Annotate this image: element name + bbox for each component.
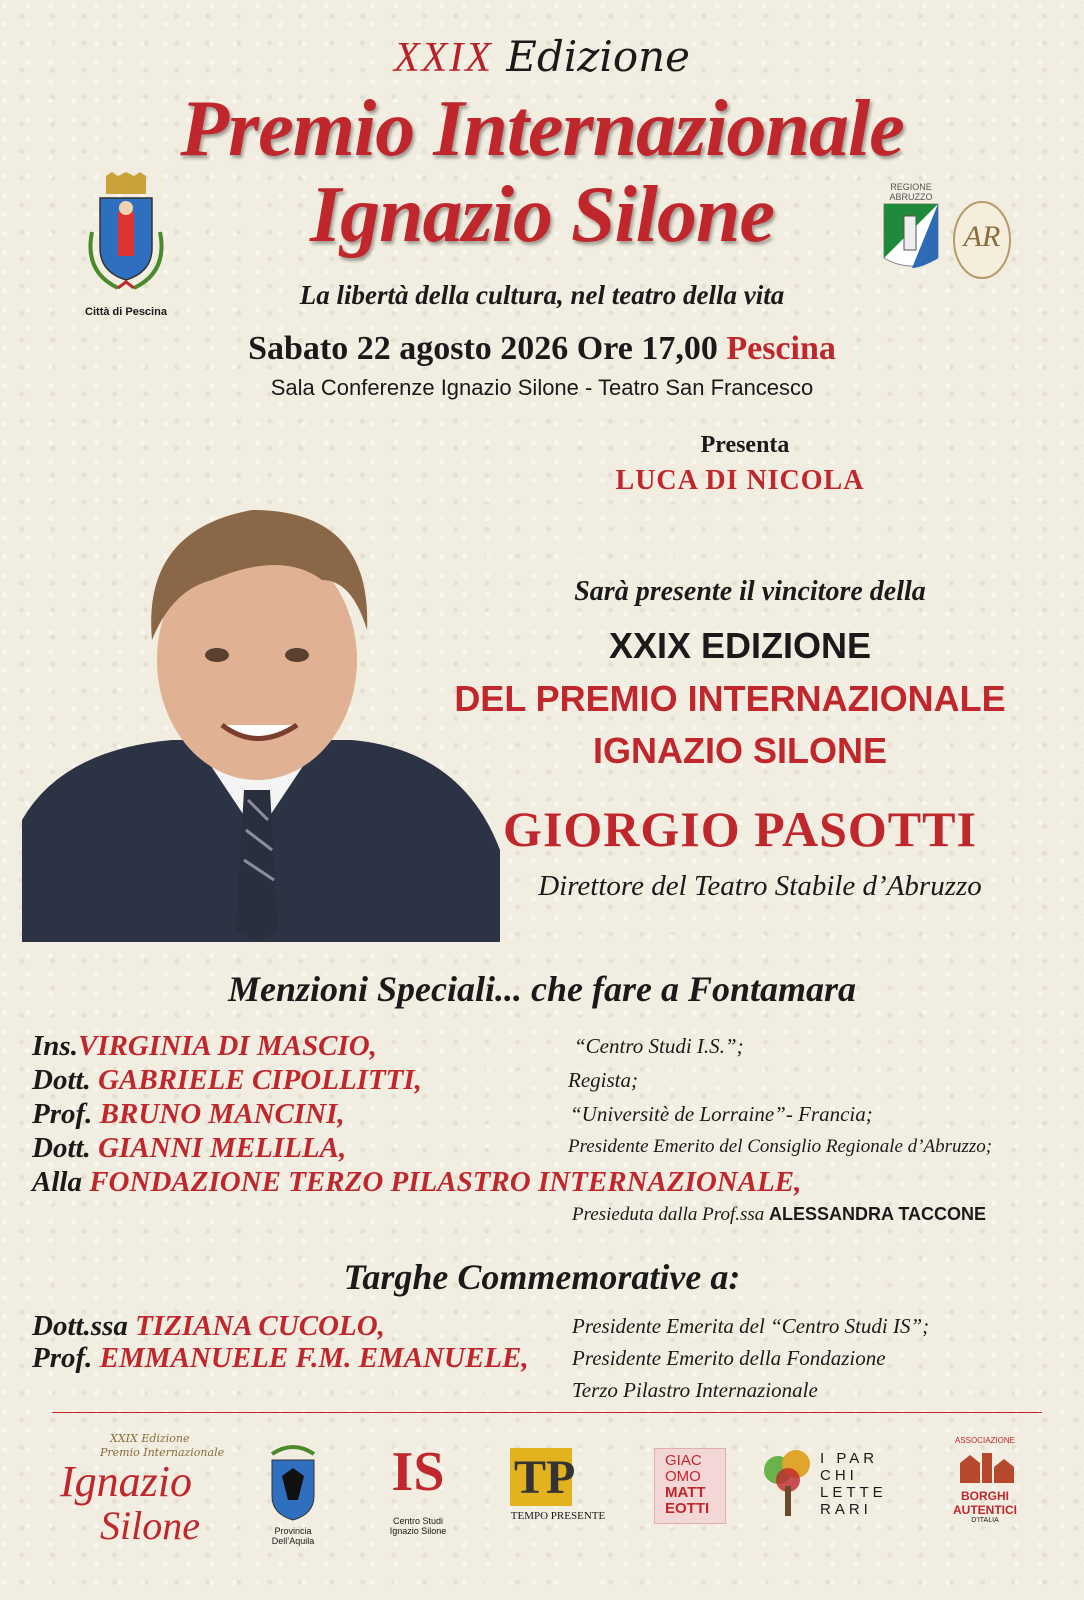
tagline: La libertà della cultura, nel teatro della vita xyxy=(299,280,785,310)
region-shield-icon xyxy=(882,202,940,274)
plaque-desc: Presidente Emerita del “Centro Studi IS”; xyxy=(572,1314,930,1338)
parchi-line4: RARI xyxy=(820,1501,872,1518)
mention-title: Dott. xyxy=(32,1064,99,1096)
winner-photo xyxy=(22,490,500,942)
matteotti-line3: MATT xyxy=(665,1484,706,1501)
event-date xyxy=(0,330,1084,368)
provincia-crest-icon xyxy=(258,1440,328,1522)
parchi-line2: CHI xyxy=(820,1467,858,1484)
foundation-desc xyxy=(572,1204,986,1226)
venue: Sala Conferenze Ignazio Silone - Teatro San Francesco xyxy=(270,375,814,400)
portrait-image xyxy=(22,490,500,942)
date-text: Sabato 22 agosto 2026 Ore 17,00 xyxy=(248,330,718,367)
tempo-presente-letters: TP xyxy=(514,1451,576,1504)
winner-prize-line: DEL PREMIO INTERNAZIONALE xyxy=(454,678,1006,719)
plaque-desc: Presidente Emerito della Fondazione xyxy=(572,1346,886,1370)
centro-studi-logo xyxy=(378,1440,458,1550)
plaque-extra-desc: Terzo Pilastro Internazionale xyxy=(572,1378,818,1402)
tempo-presente-caption: TEMPO PRESENTE xyxy=(510,1510,606,1522)
date-city: Pescina xyxy=(726,330,836,367)
mention-person xyxy=(32,1132,346,1165)
mention-title: Prof. xyxy=(32,1098,100,1130)
edition-heading xyxy=(0,32,1084,82)
plaque-person xyxy=(32,1310,385,1343)
provincia-caption: Provincia Dell’Aquila xyxy=(271,1526,315,1546)
mention-row xyxy=(32,1064,1062,1096)
provincia-logo xyxy=(258,1440,328,1550)
monogram-logo xyxy=(952,198,1012,282)
tree-icon xyxy=(758,1446,818,1518)
plaque-person xyxy=(32,1342,529,1375)
edition-word: Edizione xyxy=(506,32,691,81)
matteotti-line1: GIAC xyxy=(665,1452,702,1469)
parchi-letterari-logo xyxy=(758,1446,898,1526)
edition-roman: XXIX xyxy=(393,35,493,81)
winner-intro: Sarà presente il vincitore della xyxy=(574,576,926,607)
borghi-bottom: D’ITALIA xyxy=(971,1517,999,1524)
mention-name: GIANNI MELILLA, xyxy=(98,1132,347,1164)
mention-title: Alla xyxy=(32,1166,90,1198)
centro-studi-icon: IS xyxy=(391,1441,445,1503)
mention-title: Dott. xyxy=(32,1132,99,1164)
winner-role: Direttore del Teatro Stabile d’Abruzzo xyxy=(538,870,982,902)
winner-prize-name: IGNAZIO SILONE xyxy=(592,730,887,771)
parchi-line3: LETTE xyxy=(820,1484,887,1501)
mention-row xyxy=(32,1098,1062,1130)
silone-logo-big1: Ignazio xyxy=(60,1457,192,1506)
plaque-title: Dott.ssa xyxy=(32,1310,136,1342)
mention-row xyxy=(32,1132,1062,1164)
mention-desc: “Centro Studi I.S.”; xyxy=(574,1034,744,1058)
mentions-heading: Menzioni Speciali... che fare a Fontamara xyxy=(227,969,857,1009)
winner-name: GIORGIO PASOTTI xyxy=(503,801,977,857)
plaque-row xyxy=(32,1342,1062,1374)
mention-title: Ins. xyxy=(32,1030,78,1062)
mention-person xyxy=(32,1166,801,1199)
mention-name: BRUNO MANCINI, xyxy=(99,1098,345,1130)
silone-logo-small2: Premio Internazionale xyxy=(100,1446,225,1459)
plaque-name: TIZIANA CUCOLO, xyxy=(135,1310,385,1342)
parchi-line1: I PAR xyxy=(820,1450,879,1467)
city-coat-of-arms-icon xyxy=(78,172,174,296)
silone-prize-logo xyxy=(40,1430,230,1550)
foundation-desc-prefix: Presieduta dalla Prof.ssa xyxy=(572,1204,765,1225)
tempo-presente-logo xyxy=(506,1448,610,1528)
plaque-row xyxy=(32,1310,1062,1342)
mention-row xyxy=(32,1030,1062,1062)
mention-name: GABRIELE CIPOLLITTI, xyxy=(98,1064,422,1096)
borghi-line2: AUTENTICI xyxy=(953,1503,1017,1517)
matteotti-line4: EOTTI xyxy=(665,1500,710,1517)
village-icon xyxy=(940,1445,1030,1485)
centro-studi-caption: Centro Studi Ignazio Silone xyxy=(389,1516,447,1536)
title-line-1: Premio Internazionale xyxy=(180,85,904,173)
region-label: REGIONE ABRUZZO xyxy=(889,182,933,202)
foundation-desc-name: ALESSANDRA TACCONE xyxy=(769,1204,987,1224)
footer-divider xyxy=(52,1412,1042,1413)
silone-logo-big2: Silone xyxy=(100,1503,200,1548)
winner-edition: XXIX EDIZIONE xyxy=(608,625,872,666)
city-caption: Città di Pescina xyxy=(85,306,167,318)
region-abruzzo-logo xyxy=(882,182,940,282)
plaque-title: Prof. xyxy=(32,1342,100,1374)
mention-name: FONDAZIONE TERZO PILASTRO INTERNAZIONALE, xyxy=(89,1166,802,1198)
mention-person xyxy=(32,1030,377,1063)
mention-person xyxy=(32,1098,345,1131)
mention-row xyxy=(32,1166,1062,1198)
silone-logo-small: XXIX Edizione xyxy=(110,1432,190,1445)
title-line-2: Ignazio Silone xyxy=(310,171,774,259)
mention-name: VIRGINIA DI MASCIO, xyxy=(77,1030,377,1062)
mention-desc: Regista; xyxy=(568,1068,638,1092)
matteotti-line2: OMO xyxy=(665,1468,701,1485)
monogram-text: AR xyxy=(963,220,1001,253)
borghi-autentici-logo xyxy=(940,1436,1030,1536)
borghi-top: ASSOCIAZIONE xyxy=(954,1436,1015,1445)
borghi-line1: BORGHI xyxy=(961,1489,1009,1503)
plaque-name: EMMANUELE F.M. EMANUELE, xyxy=(99,1342,529,1374)
mention-desc: Presidente Emerito del Consiglio Regionale d’Abruzzo; xyxy=(568,1136,993,1157)
host-label: Presenta xyxy=(700,432,790,458)
matteotti-logo xyxy=(654,1448,726,1524)
plaques-heading: Targhe Commemorative a: xyxy=(343,1257,741,1297)
mention-desc: “Universitè de Lorraine”- Francia; xyxy=(570,1102,873,1126)
host-name: LUCA DI NICOLA xyxy=(615,465,865,496)
mention-person xyxy=(32,1064,422,1097)
